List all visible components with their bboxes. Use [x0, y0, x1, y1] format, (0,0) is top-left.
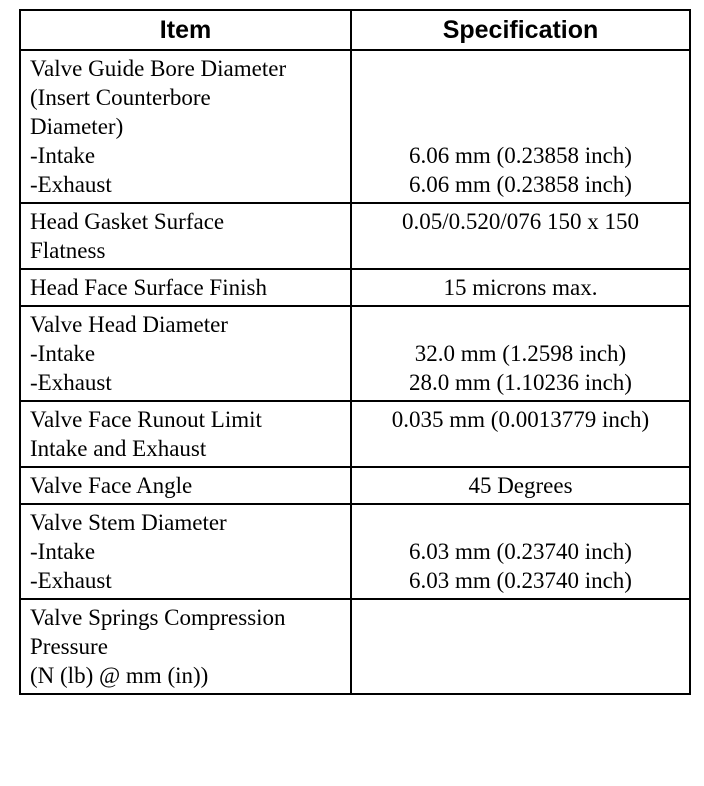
spec-cell — [351, 269, 690, 306]
spec-line: 15 microns max. — [443, 275, 598, 300]
item-cell — [20, 401, 351, 467]
spec-line: 45 Degrees — [468, 473, 573, 498]
item-line: Flatness — [30, 238, 106, 263]
table-row — [20, 306, 690, 401]
item-line: -Exhaust — [30, 370, 112, 395]
spec-line: 28.0 mm (1.10236 inch) — [409, 370, 632, 395]
item-line: Valve Springs Compression — [30, 605, 286, 630]
spec-line: 6.06 mm (0.23858 inch) — [409, 143, 632, 168]
item-cell — [20, 599, 351, 694]
spec-cell — [351, 306, 690, 401]
spec-cell — [351, 203, 690, 269]
spec-line: 6.03 mm (0.23740 inch) — [409, 568, 632, 593]
table-row — [20, 504, 690, 599]
item-line: Valve Stem Diameter — [30, 510, 227, 535]
spec-cell — [351, 467, 690, 504]
item-line: Intake and Exhaust — [30, 436, 207, 461]
item-line: Head Face Surface Finish — [30, 275, 267, 300]
spec-line: 6.06 mm (0.23858 inch) — [409, 172, 632, 197]
item-cell — [20, 50, 351, 203]
spec-table — [19, 9, 691, 695]
item-line: -Exhaust — [30, 568, 112, 593]
table-row — [20, 50, 690, 203]
item-line: -Exhaust — [30, 172, 112, 197]
item-line: -Intake — [30, 539, 96, 564]
table-row — [20, 599, 690, 694]
item-line: -Intake — [30, 341, 96, 366]
item-line: -Intake — [30, 143, 96, 168]
table-row — [20, 467, 690, 504]
table-row — [20, 401, 690, 467]
header-specification: Specification — [351, 10, 690, 50]
spec-cell — [351, 401, 690, 467]
spec-cell — [351, 50, 690, 203]
item-line: Valve Face Runout Limit — [30, 407, 262, 432]
item-line: (N (lb) @ mm (in)) — [30, 663, 209, 688]
spec-line: 0.05/0.520/076 150 x 150 — [401, 209, 640, 234]
spec-cell — [351, 504, 690, 599]
item-cell — [20, 467, 351, 504]
item-cell — [20, 269, 351, 306]
spec-line: 0.035 mm (0.0013779 inch) — [391, 407, 650, 432]
spec-cell — [351, 599, 690, 694]
table-row — [20, 203, 690, 269]
header-item: Item — [20, 10, 351, 50]
item-line: Valve Face Angle — [30, 473, 193, 498]
header-row — [20, 10, 690, 50]
item-line: Diameter) — [30, 114, 124, 139]
item-line: (Insert Counterbore — [30, 85, 211, 110]
table-row — [20, 269, 690, 306]
spec-line: 6.03 mm (0.23740 inch) — [409, 539, 632, 564]
item-line: Pressure — [30, 634, 108, 659]
item-line: Head Gasket Surface — [30, 209, 225, 234]
item-line: Valve Guide Bore Diameter — [30, 56, 287, 81]
item-cell — [20, 306, 351, 401]
item-cell — [20, 203, 351, 269]
item-line: Valve Head Diameter — [30, 312, 228, 337]
spec-line: 32.0 mm (1.2598 inch) — [414, 341, 627, 366]
item-cell — [20, 504, 351, 599]
